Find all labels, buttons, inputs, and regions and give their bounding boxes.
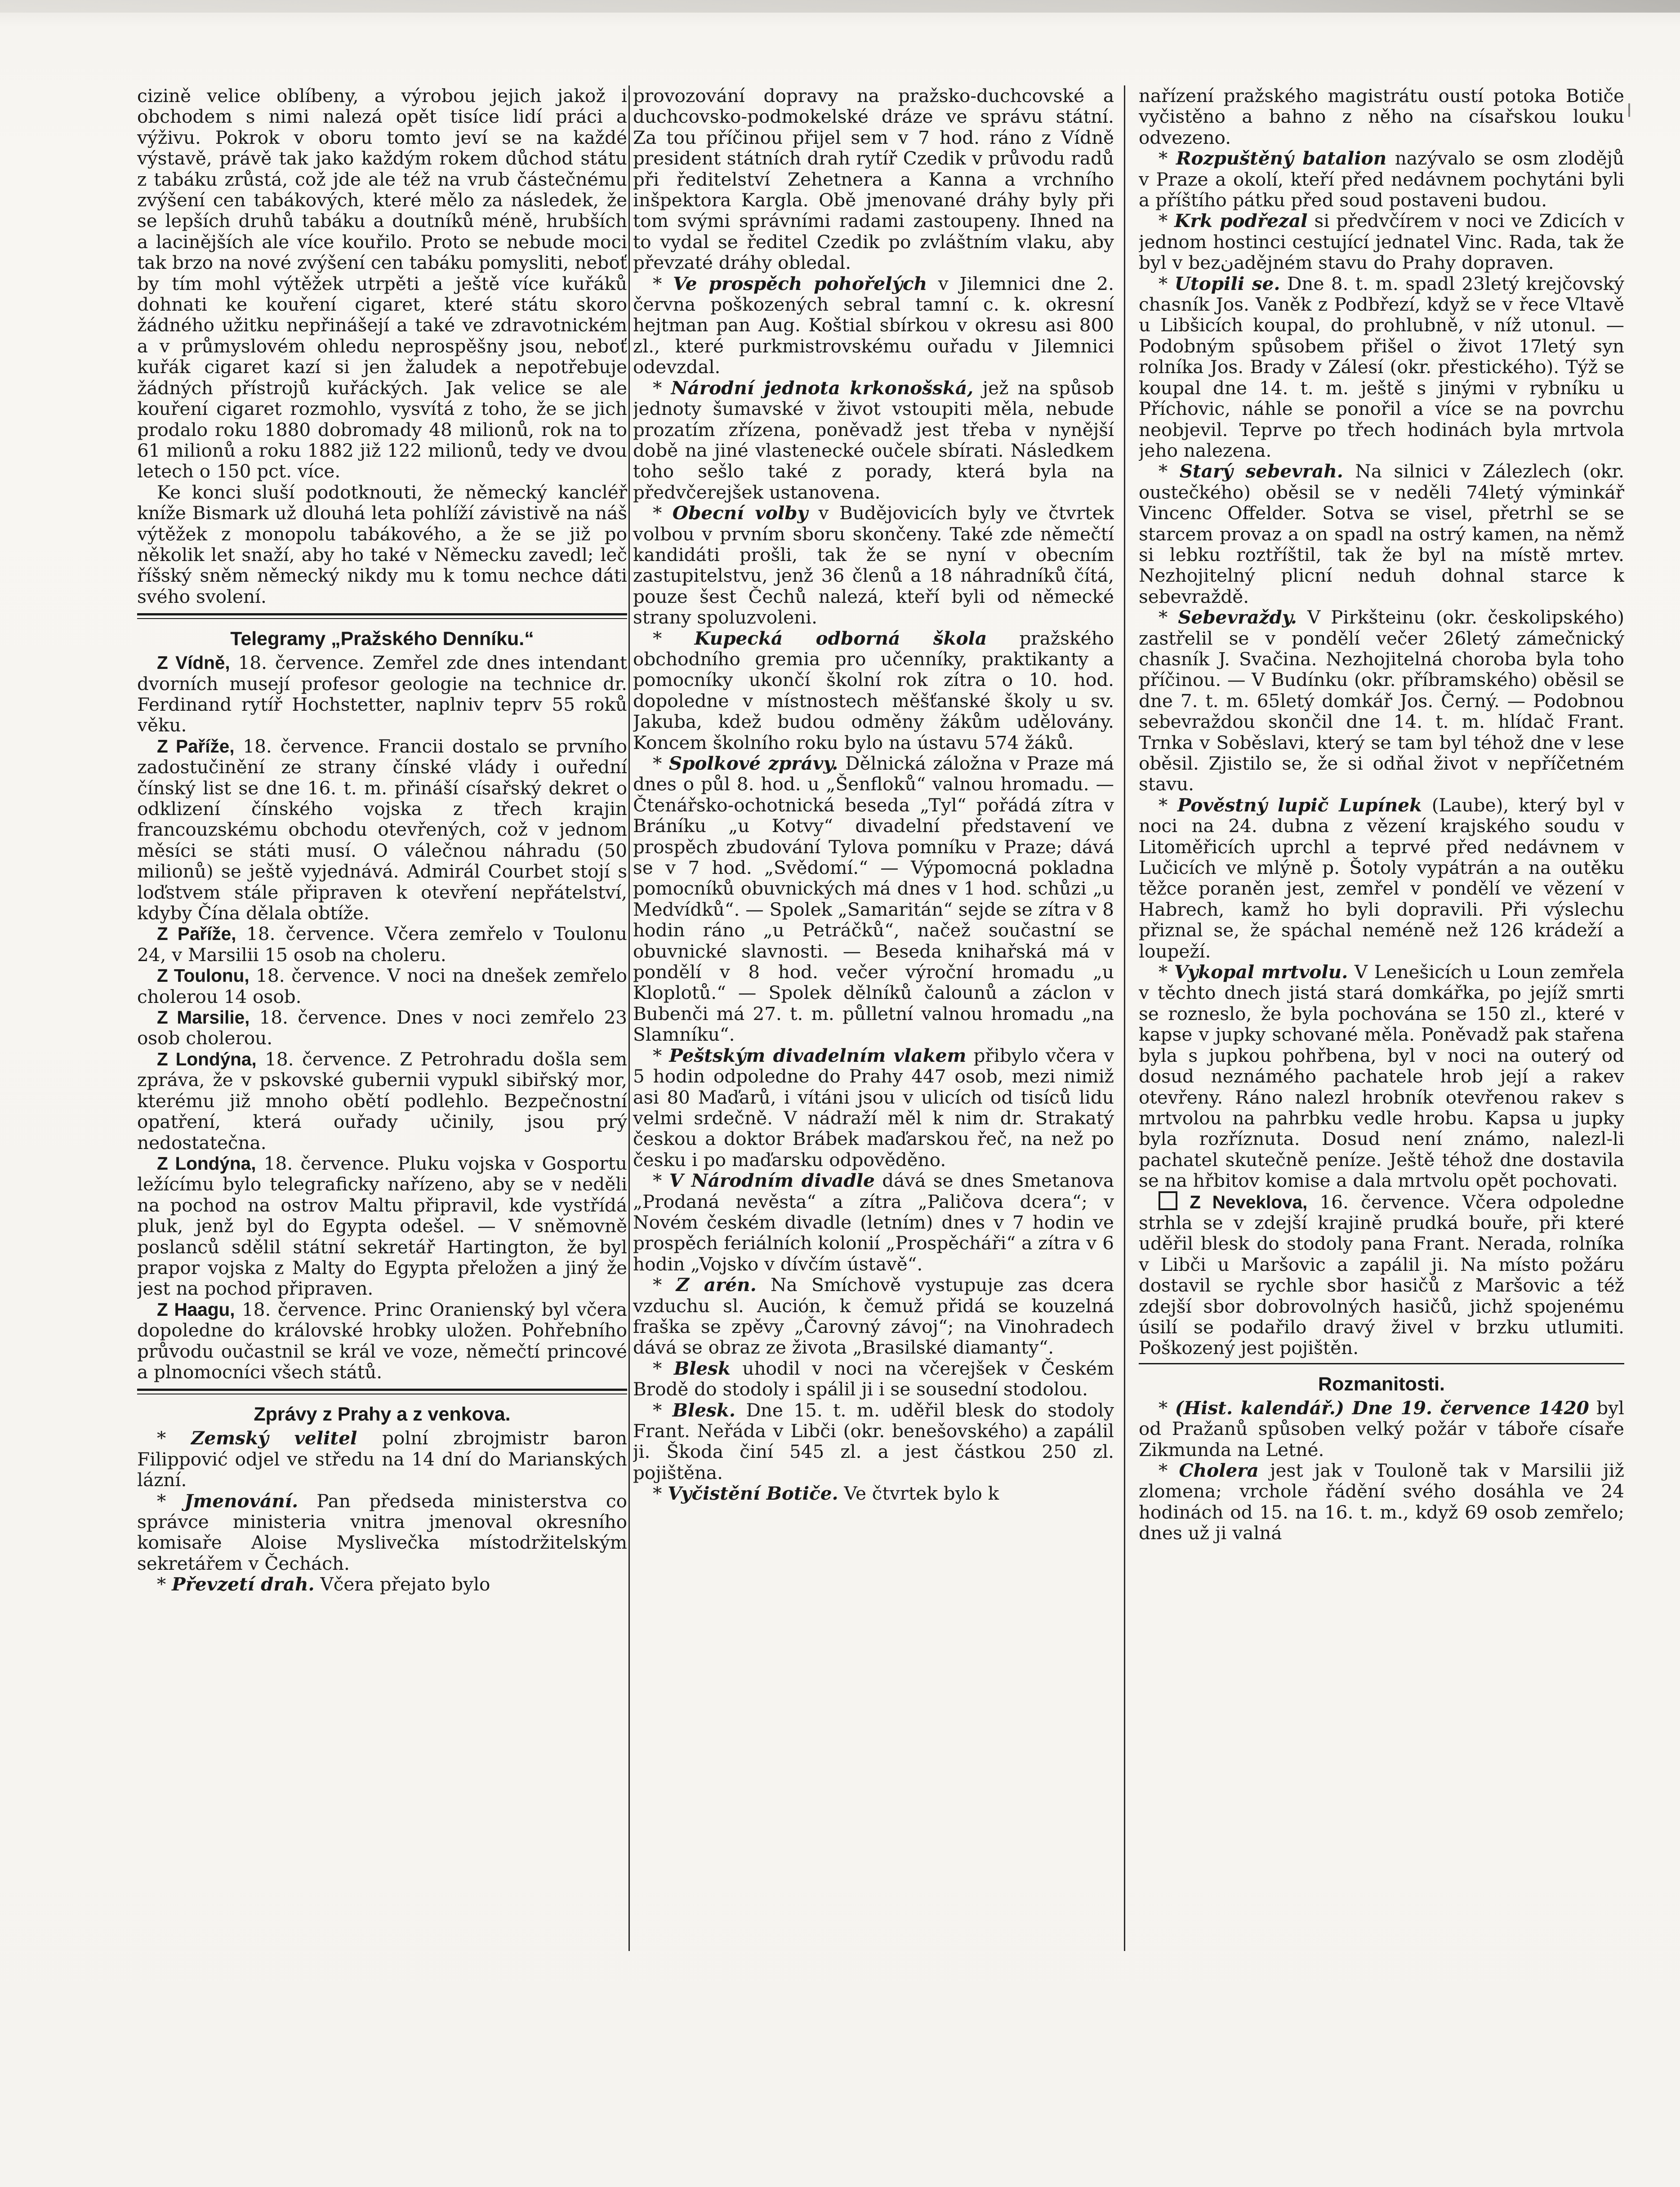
news-title: (Hist. kalendář.) Dne 19. července 1420 [1175,1397,1589,1419]
news-text: přibylo včera v 5 hodin odpoledne do Prahy 447 osob, mezi nimiž asi 80 Maďarů, i vítáni jsou v ulicích od tisíců lidu velmi srdečně. V nádraží měl k nim dr. Strakatý českou a doktor Brábek maďarskou řeč, na než po česku i po maďarsku odpověděno. [633,1044,1114,1171]
news-item: * Pověstný lupič Lupínek (Laube), který byl v noci na 24. dubna z vězení krajského soudu v Litoměřicích uprchl a teprvé před nedávnem v Lučicích ve mlýně p. Šotoly vypátrán a na outěku těžce poraněn jest, zemřel v pondělí ve vězení v Habrech, kamž ho byli dopravili. Při výslechu přiznal se, že spáchal neméně než 126 krádeží a loupeží. [1139,794,1624,962]
news-item: * Rozpuštěný batalion nazývalo se osm zlodějů v Praze a okolí, kteří před nedávnem pochytáni byli a příštího pátku před soud postaveni budou. [1139,147,1624,211]
news-title: Vykopal mrtvolu. [1174,961,1348,983]
column-2 [633,85,1114,1951]
telegram-place: Z Marsilie, [157,1007,250,1028]
telegram-item [137,1049,627,1153]
news-text: V Lenešicích u Loun zemřela v těchto dnech jistá stará domkářka, po jejíž smrti se rozneslo, že byla pochována se 150 zl., které v kapse v jupky schované měla. Poněvadž pak stařena byla s jupkou pohřbena, byl v noci na outerý od dosud neznámého pachatele hrob její a rakev otevřeny. Ráno nalezl hrobník otevřenou rakev s mrtvolou na pahrbku vedle hrobu. Kapsa u jupky byla rozříznuta. Dosud není známo, nalezl-li pachatel skutečně peníze. Ještě téhož dne dostavila se na hřbitov komise a dala mrtvolu opět pochovati. [1139,961,1624,1192]
margin-mark [1628,103,1630,117]
telegram-item [137,1299,627,1383]
news-text: byl od Pražanů spůsoben velký požár v táboře císaře Zikmunda na Letné. [1139,1397,1624,1461]
telegram-place: Z Paříže, [157,923,236,944]
news-item: * Kupecká odborná škola pražského obchodního gremia pro učenníky, praktikanty a pomocníky ukončí školní rok zítra o 10. hod. dopoledne v místnostech měšťanské školy u sv. Jakuba, kdež budou odměny žákům udělovány. Koncem školního roku bylo na ústavu 574 žáků. [633,627,1114,753]
news-text: v Jilemnici dne 2. června poškozených sebral tamní c. k. okresní hejtman pan Aug. Koštial sbírkou v okresu asi 800 zl., které purkmistrovskému ouřadu v Jilemnici odevzdal. [633,272,1114,378]
news-item: * V Národním divadle dává se dnes Smetanova „Prodaná nevěsta“ a zítra „Paličova dcera“; v Novém českém divadle (letním) dnes v 7 hodin ve prospěch feriálních kolonií „Prospěcháři“ a zítra v 6 hodin „Vojsko v dívčím ústavě“. [633,1170,1114,1275]
section-divider [137,1389,627,1394]
news-title: Starý sebevrah. [1179,460,1343,482]
news-item: * Peštským divadelním vlakem přibylo včera v 5 hodin odpoledne do Prahy 447 osob, mezi nimiž asi 80 Maďarů, i vítáni jsou v ulicích od tisíců lidu velmi srdečně. V nádraží měl k nim dr. Strakatý českou a doktor Brábek maďarskou řeč, na než po česku i po maďarsku odpověděno. [633,1044,1114,1171]
news-title: Krk podřezal [1174,210,1308,232]
telegram-item [137,736,627,924]
news-item: * Převzetí drah. Včera přejato bylo [157,1573,490,1595]
telegram-text: 18. července. Princ Oranienský byl včera dopoledne do královské hrobky uložen. Pohřebního průvodu oučastnil se král ve voze, němečtí princové a plnomocníci všech států. [137,1298,627,1383]
news-item: * Sebevraždy. V Pirkšteinu (okr. českolipského) zastřelil se v pondělí večer 26letý zámečnický chasník J. Svačina. Nezhojitelná choroba byla toho příčinou. — V Budínku (okr. příbramského) oběsil se dne 7. t. m. 65letý domkář Jos. Černý. — Podobnou sebevraždou skončil dne 14. t. m. hlídač Frant. Trnka v Soběslavi, který se tam byl téhož dne v lese oběsil. Zjistilo se, že si odňal život v nepříčetném stavu. [1139,606,1624,795]
news-title: Sebevraždy. [1178,606,1297,628]
news-title: Blesk. [672,1399,736,1421]
news-title: V Národním divadle [669,1170,875,1192]
tobacco-article-ending: Ke konci sluší podotknouti, že německý kancléř kníže Bismark už dlouhá leta pohlíží závistivě na náš výtěžek z monopolu tabákového, a že se již po několik let snaží, aby ho také v Německu zavedl; leč říšský sněm německý nikdy mu k tomu nechce dáti svého svolení. [137,481,627,607]
news-title: Vyčistění Botiče. [668,1483,838,1505]
telegram-item [137,965,627,1007]
telegram-item [137,923,627,965]
news-title: Peštským divadelním vlakem [669,1044,967,1066]
news-item: * Z arén. Na Smíchově vystupuje zas dcera vzduchu sl. Aución, k čemuž přidá se kouzelná fraška se zpěvy „Čarovný závoj“; na Vinohradech dává se obraz ze života „Brasilské diamanty“. [633,1274,1114,1359]
miscellany-heading: Rozmanitosti. [1318,1373,1445,1395]
news-item: * Vykopal mrtvolu. V Lenešicích u Loun zemřela v těchto dnech jistá stará domkářka, po jejíž smrti se rozneslo, že byla pochována se 150 zl., které v kapse v jupky schované měla. Poněvadž pak stařena byla s jupkou pohřbena, byl v noci na outerý od dosud neznámého pachatele hrob její a rakev otevřeny. Ráno nalezl hrobník otevřenou rakev s mrtvolou na pahrbku vedle hrobu. Kapsa u jupky byla rozříznuta. Dosud není známo, nalezl-li pachatel skutečně peníze. Ještě téhož dne dostavila se na hřbitov komise a dala mrtvolu opět pochovati. [1139,961,1624,1192]
news-item: * Zemský velitel polní zbrojmistr baron Filippović odjel ve středu na 14 dní do Marianských lázní. [137,1427,627,1491]
news-text: polní zbrojmistr baron Filippović odjel ve středu na 14 dní do Marianských lázní. [137,1427,627,1491]
news-item: * Národní jednota krkonošská, jež na spůsob jednoty šumavské v život vstoupiti měla, nebude prozatím zřízena, poněvadž jest třeba v nynější době na jiné vlastenecké oučele sbírati. Následkem toho sešlo také z porady, která byla na předvčerejšek ustanovena. [633,377,1114,503]
news-text: (Laube), který byl v noci na 24. dubna z vězení krajského soudu v Litoměřicích uprchl a teprvé před nedávnem v Lučicích ve mlýně p. Šotoly vypátrán a na outěku těžce poraněn jest, zemřel v pondělí ve vězení v Habrech, kamž ho byli dopravili. Při výslechu přiznal se, že spáchal neméně než 126 krádeží a loupeží. [1139,794,1624,962]
news-title: Cholera [1179,1460,1259,1481]
telegram-place: Z Vídně, [157,652,230,673]
news-text: jest jak v Touloně tak v Marsilii již zlomena; vrchole řádění svého dosáhla ve 24 hodinách od 15. na 16. t. m., když 69 osob zemřelo; dnes už ji valná [1139,1460,1624,1544]
telegram-place: Z Toulonu, [157,965,250,986]
news-text: Dne 15. t. m. uděřil blesk do stodoly Frant. Neřáda v Libči (okr. benešovského) a zapálil ji. Škoda činí 545 zl. a jest částkou 250 zl. pojištěna. [633,1399,1114,1483]
news-title: Spolkové zprávy. [668,753,838,774]
news-text: si předvčírem v noci ve Zdicích v jednom hostinci cestující jednatel Vinc. Rada, tak že byl v bezنadějném stavu do Prahy dopraven. [1139,210,1624,274]
column-rule [1124,85,1125,1951]
column-3 [1139,85,1624,1951]
news-text: jež na spůsob jednoty šumavské v život vstoupiti měla, nebude prozatím zřízena, poněvadž jest třeba v nynější době na jiné vlastenecké oučele sbírati. Následkem toho sešlo také z porady, která byla na předvčerejšek ustanovena. [633,377,1114,503]
news-item: * Vyčistění Botiče. Ve čtvrtek bylo k [653,1483,999,1505]
news-text: Na silnici v Zálezlech (okr. oustečkého) oběsil se v neděli 74letý výminkář Vincenc Offelder. Sotva se visel, přetrhl se se starcem provaz a on spadl na ostrý kamen, na němž si lebku roztříštil, tak že byl na místě mrtev. Nezhojitelný plicní neduh dohnal starce k sebevraždě. [1139,460,1624,607]
telegram-text: 18. července. Včera zemřelo v Toulonu 24, v Marsilii 15 osob na choleru. [137,923,627,966]
news-text: dává se dnes Smetanova „Prodaná nevěsta“ a zítra „Paličova dcera“; v Novém českém divadle (letním) dnes v 7 hodin ve prospěch feriálních kolonií „Prospěcháři“ a zítra v 6 hodin „Vojsko v dívčím ústavě“. [633,1170,1114,1275]
news-title: Rozpuštěný batalion [1176,147,1387,169]
news-text: Na Smíchově vystupuje zas dcera vzduchu sl. Aución, k čemuž přidá se kouzelná fraška se zpěvy „Čarovný závoj“; na Vinohradech dává se obraz ze života „Brasilské diamanty“. [633,1274,1114,1359]
telegram-text: 18. července. Zemřel zde dnes intendant dvorních musejí profesor geologie na technice dr. Ferdinand rytíř Hochstetter, naplniv teprv 55 roků věku. [137,652,627,736]
news-text: v Budějovicích byly ve čtvrtek volbou v prvním sboru skončeny. Také zde němečtí kandidáti prošli, tak že se nyní v obecním zastupitelstvu, jenž 36 členů a 18 náhradníků čítá, pouze šest Čechů nalezá, kteří byli od německé strany spoluzvoleni. [633,502,1114,628]
news-item [1139,1191,1624,1359]
news-item: * Utopili se. Dne 8. t. m. spadl 23letý krejčovský chasník Jos. Vaněk z Podbřezí, když se v řece Vltavě u Libšicích koupal, do prohlubně, v níž utonul. — Podobným spůsobem přišel o život 17letý syn rolníka Jos. Brady v Zálesí (okr. přestického). Týž se koupal dne 14. t. m. ještě s jinými v rybníku u Příchovic, náhle se ponořil a více se na povrchu neobjevil. Teprve po třech hodinách byla mrtvola jeho nalezena. [1139,272,1624,461]
news-title: Pověstný lupič Lupínek [1177,794,1422,816]
telegram-text: 18. července. Pluku vojska v Gosportu ležícímu bylo telegraficky nařízeno, aby se v neděli na pochod na ostrov Maltu připravil, kde vystřídá pluk, jenž byl do Egypta odešel. — V sněmovně poslanců sdělil státní sekretář Hartington, že byl prapor vojska z Malty do Egypta přeložen a jiný že jest na pochod připraven. [137,1152,627,1300]
section-divider [137,613,627,619]
telegram-text: 18. července. Francii dostalo se prvního zadostučinění ze strany čínské vlády i ouřední čínský list se dne 16. t. m. přináší císařský dekret o odklizení čínského vojska z třech krajin francouzskému obchodu otevřených, což v jednom měsíci se státi musí. O válečnou náhradu (50 milionů) se ještě vyjednává. Admirál Courbet stojí s loďstvem stále připraven k otevření nepřátelství, kdyby Čína dělala obtíže. [137,735,627,924]
botic-article-continued: nařízení pražského magistrátu oustí potoka Botiče vyčistěno a bahno z něho na císařskou louku odvezeno. [1139,85,1624,148]
news-text: Dne 8. t. m. spadl 23letý krejčovský chasník Jos. Vaněk z Podbřezí, když se v řece Vltavě u Libšicích koupal, do prohlubně, v níž utonul. — Podobným spůsobem přišel o život 17letý syn rolníka Jos. Brady v Zálesí (okr. přestického). Týž se koupal dne 14. t. m. ještě s jinými v rybníku u Příchovic, náhle se ponořil a více se na povrchu neobjevil. Teprve po třech hodinách byla mrtvola jeho nalezena. [1139,272,1624,461]
telegrams-heading: Telegramy „Pražského Denníku.“ [230,628,534,650]
telegram-text: 18. července. Dnes v noci zemřelo 23 osob cholerou. [137,1007,627,1049]
news-item: * Obecní volby v Budějovicích byly ve čtvrtek volbou v prvním sboru skončeny. Také zde němečtí kandidáti prošli, tak že se nyní v obecním zastupitelstvu, jenž 36 členů a 18 náhradníků čítá, pouze šest Čechů nalezá, kteří byli od německé strany spoluzvoleni. [633,502,1114,628]
news-title: Z arén. [676,1274,757,1296]
news-text: V Pirkšteinu (okr. českolipského) zastřelil se v pondělí večer 26letý zámečnický chasník J. Svačina. Nezhojitelná choroba byla toho příčinou. — V Budínku (okr. příbramského) oběsil se dne 7. t. m. 65letý domkář Jos. Černý. — Podobnou sebevraždou skončil dne 14. t. m. hlídač Frant. Trnka v Soběslavi, který se tam byl téhož dne v lese oběsil. Zjistilo se, že si odňal život v nepříčetném stavu. [1139,606,1624,795]
telegram-text: 18. července. Z Petrohradu došla sem zpráva, že v pskovské gubernii vypukl sibiřský mor, kterému již mnoho obětí podlehlo. Bezpečnostní opatření, která ouřady učinily, jsou prý nedostatečna. [137,1048,627,1154]
news-item: * Ve prospěch pohořelých v Jilemnici dne 2. června poškozených sebral tamní c. k. okresní hejtman pan Aug. Koštial sbírkou v okresu asi 800 zl., které purkmistrovskému ouřadu v Jilemnici odevzdal. [633,272,1114,378]
square-marker-icon [1159,1191,1177,1210]
news-text: nazývalo se osm zlodějů v Praze a okolí, kteří před nedávnem pochytáni byli a příštího pátku před soud postaveni budou. [1139,147,1624,211]
telegram-item [137,1153,627,1299]
news-text: 16. července. Včera odpoledne strhla se v zdejší krajině prudká bouře, při které uděřil blesk do stodoly pana Frant. Nerada, rolníka v Libči u Maršovic a zapálil ji. Na místo požáru dostavil se rychle sbor hasičů z Maršovic a též zdejší sbor dobrovolných hasičů, jichž spojenému úsilí se podařilo dravý živel v brzku utlumiti. Poškozený jest pojištěn. [1139,1191,1624,1359]
news-item: * Blesk. Dne 15. t. m. uděřil blesk do stodoly Frant. Neřáda v Libči (okr. benešovského) a zapálil ji. Škoda činí 545 zl. a jest částkou 250 zl. pojištěna. [633,1399,1114,1483]
news-place: Z Neveklova, [1190,1191,1308,1212]
prague-news-heading: Zprávy z Prahy a z venkova. [254,1403,511,1425]
news-title: Blesk [673,1357,731,1379]
telegram-text: 18. července. V noci na dnešek zemřelo cholerou 14 osob. [137,965,627,1007]
news-text: pražského obchodního gremia pro učenníky, praktikanty a pomocníky ukončí školní rok zítra o 10. hod. dopoledne v místnostech měšťanské školy u sv. Jakuba, kdež budou odměny žákům udělovány. Koncem školního roku bylo na ústavu 574 žáků. [633,627,1114,753]
telegram-item [137,1007,627,1049]
news-item: * Blesk uhodil v noci na včerejšek v Českém Brodě do stodoly i spálil ji i se sousední stodolou. [633,1357,1114,1400]
news-text: uhodil v noci na včerejšek v Českém Brodě do stodoly i spálil ji i se sousední stodolou. [633,1357,1114,1400]
telegram-place: Z Londýna, [157,1048,257,1069]
telegram-place: Z Londýna, [157,1153,256,1174]
telegram-item [137,652,627,736]
news-title: Převzetí drah. [172,1573,315,1595]
telegram-place: Z Haagu, [157,1299,235,1320]
news-text: Dělnická záložna v Praze má dnes o půl 8. hod. u „Šenfloků“ valnou hromadu. — Čtenářsko-ochotnická beseda „Tyl“ pořádá zítra v Bráníku „u Kotvy“ divadelní představení ve prospěch zbudování Tylova pomníku v Praze; dává se v 7 hod. „Svědomí.“ — Výpomocná pokladna pomocníků obuvnických má dnes v 1 hod. schůzi „u Medvídků“. — Spolek „Samaritán“ sejde se zítra v 8 hodin ráno „u Petráčků“, načež součastní se obuvnické slavnosti. — Beseda knihařská má v pondělí v 8 hod. večer výroční hromadu „u Kloplotů.“ — Spolek dělníků čalounů a záclon v Bubenči má 27. t. m. půlletní valnou hromadu „na Slamníku“. [633,753,1114,1046]
news-title: Obecní volby [672,502,808,524]
telegram-place: Z Paříže, [157,735,235,757]
news-item: * Spolkové zprávy. Dělnická záložna v Praze má dnes o půl 8. hod. u „Šenfloků“ valnou hromadu. — Čtenářsko-ochotnická beseda „Tyl“ pořádá zítra v Bráníku „u Kotvy“ divadelní představení ve prospěch zbudování Tylova pomníku v Praze; dává se v 7 hod. „Svědomí.“ — Výpomocná pokladna pomocníků obuvnických má dnes v 1 hod. schůzi „u Medvídků“. — Spolek „Samaritán“ sejde se zítra v 8 hodin ráno „u Petráčků“, načež součastní se obuvnické slavnosti. — Beseda knihařská má v pondělí v 8 hod. večer výroční hromadu „u Kloplotů.“ — Spolek dělníků čalounů a záclon v Bubenči má 27. t. m. půlletní valnou hromadu „na Slamníku“. [633,753,1114,1046]
railway-article-continued: provozování dopravy na pražsko-duchcovské a duchcovsko-podmokelské dráze ve správu státní. Za tou příčinou přijel sem v 7 hod. ráno z Vídně president státních drah rytíř Czedik v průvodu radů při ředitelství Zehetnera a Kanna a vrchního inšpektora Kargla. Obě jmenované dráhy byly při tom svými správními radami zastoupeny. Ihned na to vydal se ředitel Czedik po zvláštním vlaku, aby převzaté dráhy obledal. [633,85,1114,274]
news-item: * Starý sebevrah. Na silnici v Zálezlech (okr. oustečkého) oběsil se v neděli 74letý výminkář Vincenc Offelder. Sotva se visel, přetrhl se se starcem provaz a on spadl na ostrý kamen, na němž si lebku roztříštil, tak že byl na místě mrtev. Nezhojitelný plicní neduh dohnal starce k sebevraždě. [1139,460,1624,607]
news-item: * Jmenování. Pan předseda ministerstva co správce ministeria vnitra jmenoval okresního komisaře Aloise Myslivečka místodržitelským sekretářem v Čechách. [137,1490,627,1574]
section-divider [1139,1363,1624,1364]
tobacco-article-continued: cizině velice oblíbeny, a výrobou jejich jakož i obchodem s nimi nalezá opět tisíce lidí práci a výživu. Pokrok v oboru tomto jeví se na každé výstavě, právě tak jako každým rokem důchod státu z tabáku zrůstá, což jde ale též na vrub částečnému zvýšení cen tabákových, které mělo za následek, že se lepších druhů tabáku a doutníků méně, hrubších a lacinějších ale více kouřilo. Proto se nebude moci tak brzo na nové zvýšení cen tabáku pomysliti, neboť by tím mohl výtěžek utrpěti a ještě více kuřáků dohnati ke kouření cigaret, které státu skoro žádného užitku nepřinášejí a také ve zdravotnickém a v průmyslovém ohledu neprospěšny jsou, neboť kuřák cigaret kazí si jen žaludek a nepotřebuje žádných přístrojů kuřáckých. Jak velice se ale kouření cigaret rozmohlo, vysvítá z toho, že se jich prodalo roku 1880 dobromady 48 milionů, rok na to 61 milionů a roku 1882 již 122 milionů, tedy ve dvou letech o 150 pct. více. [137,85,627,482]
news-title: Zemský velitel [191,1427,357,1449]
column-rule [628,85,630,1951]
news-text: Včera přejato bylo [314,1573,490,1595]
column-1 [137,85,627,1951]
news-title: Ve prospěch pohořelých [673,272,927,294]
news-title: Utopili se. [1174,272,1280,294]
news-text: Ve čtvrtek bylo k [838,1483,999,1505]
news-title: Jmenování. [184,1490,299,1512]
news-text: Pan předseda ministerstva co správce ministeria vnitra jmenoval okresního komisaře Aloise Myslivečka místodržitelským sekretářem v Čechách. [137,1490,627,1574]
news-title: Kupecká odborná škola [694,627,987,649]
news-title: Národní jednota krkonošská, [671,377,974,399]
news-item: * Krk podřezal si předvčírem v noci ve Zdicích v jednom hostinci cestující jednatel Vinc. Rada, tak že byl v bezنadějném stavu do Prahy dopraven. [1139,210,1624,274]
page-top-edge [0,0,1680,13]
news-item: * Cholera jest jak v Touloně tak v Marsilii již zlomena; vrchole řádění svého dosáhla ve 24 hodinách od 15. na 16. t. m., když 69 osob zemřelo; dnes už ji valná [1139,1460,1624,1544]
news-item: * (Hist. kalendář.) Dne 19. července 1420 byl od Pražanů spůsoben velký požár v táboře císaře Zikmunda na Letné. [1139,1397,1624,1461]
